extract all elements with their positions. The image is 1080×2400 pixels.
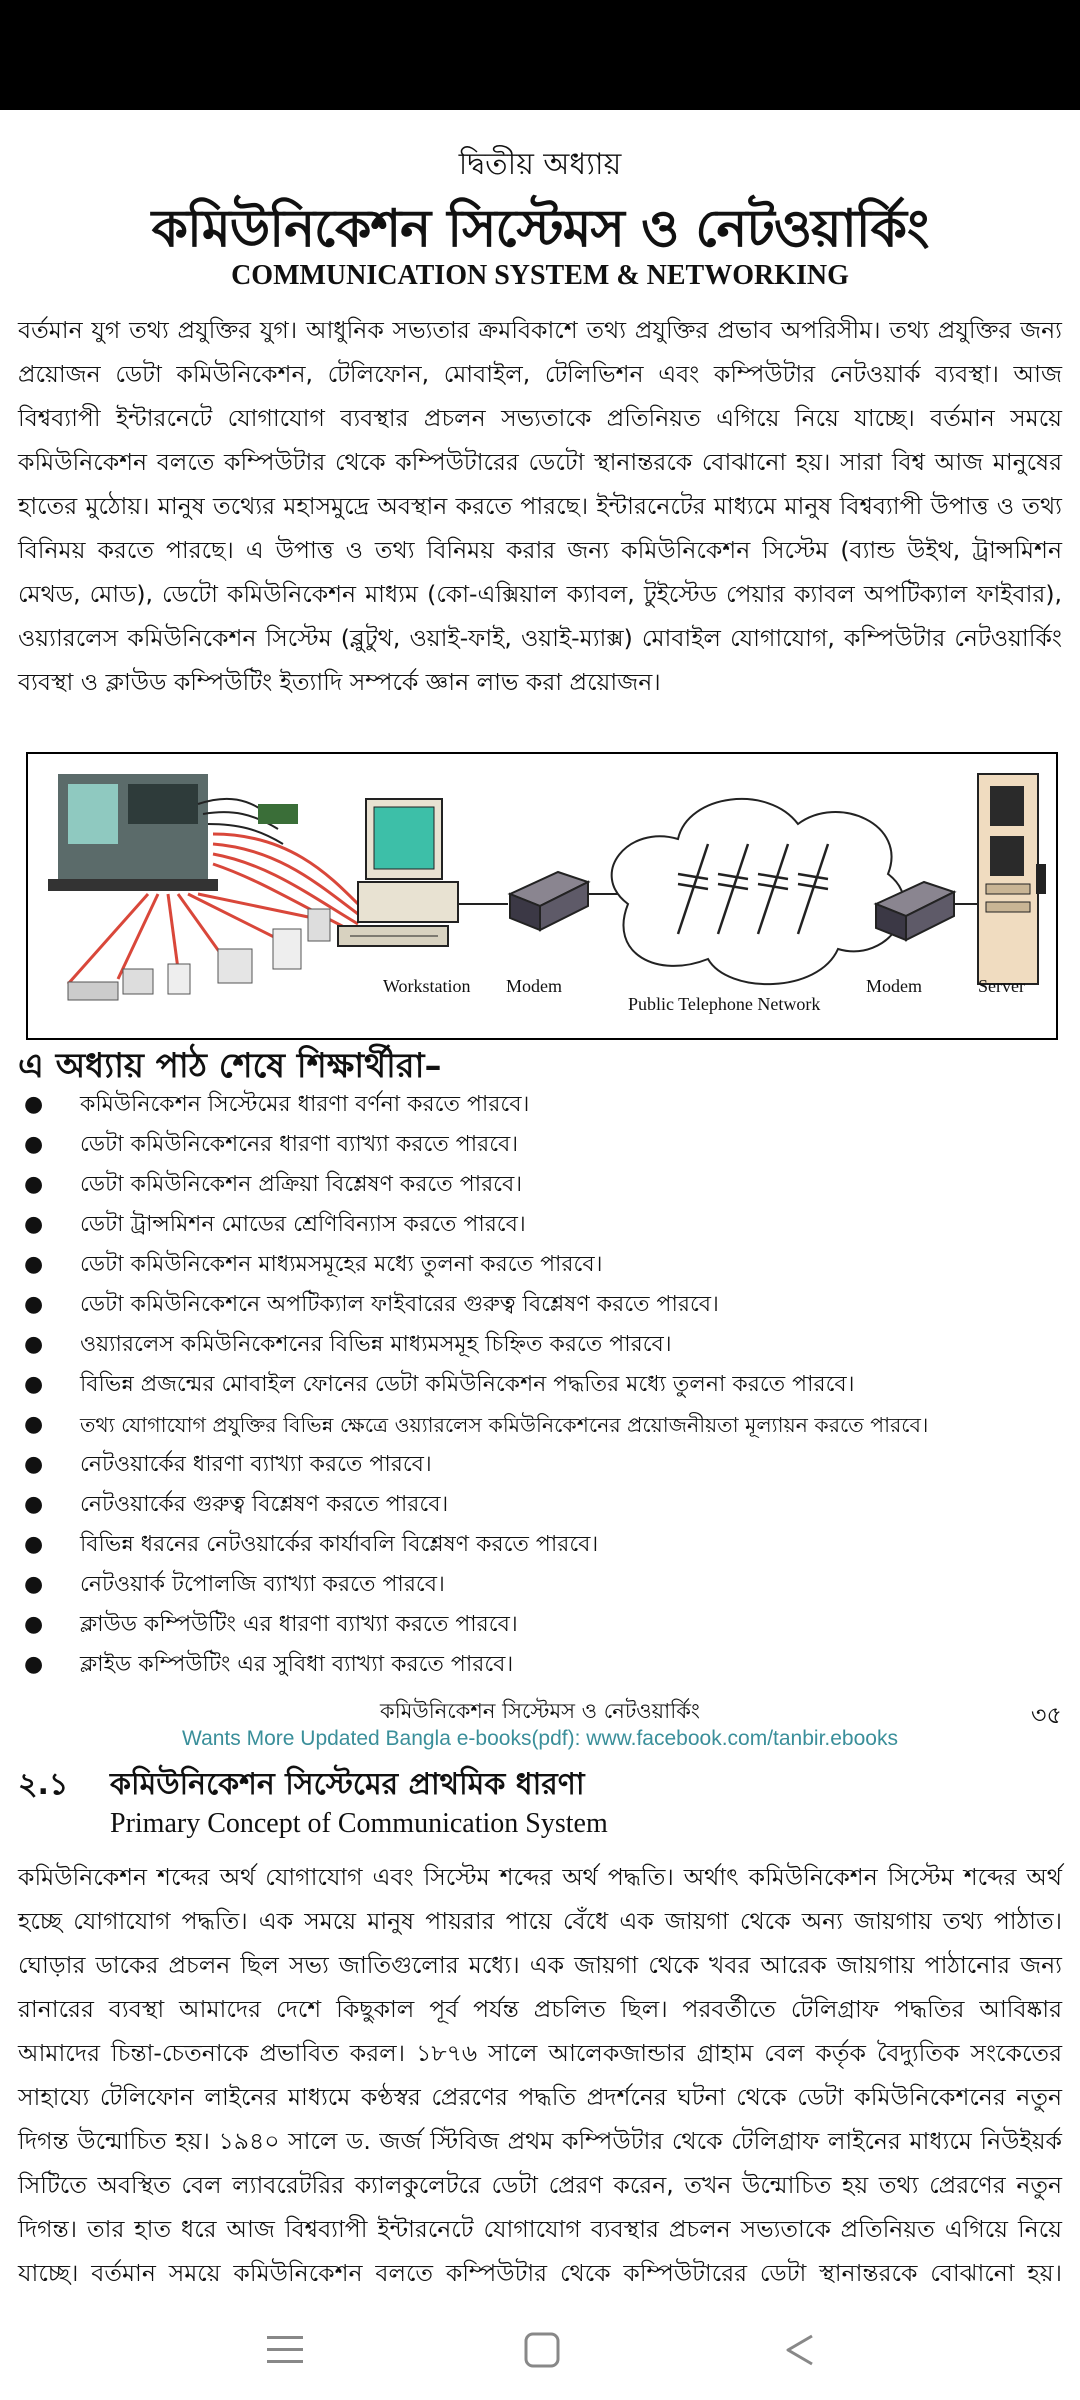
modem-left-label: Modem [506, 976, 562, 996]
list-item: ● নেটওয়ার্ক টপোলজি ব্যাখ্যা করতে পারবে। [18, 1565, 1078, 1605]
list-item: ● ডেটা কমিউনিকেশনে অপটিক্যাল ফাইবারের গুরুত্ব বিশ্লেষণ করতে পারবে। [18, 1285, 1078, 1325]
section-body-paragraph: কমিউনিকেশন শব্দের অর্থ যোগাযোগ এবং সিস্টেম শব্দের অর্থ পদ্ধতি। অর্থাৎ কমিউনিকেশন সিস্টেম শব্দের অর্থ হচ্ছে যোগাযোগ পদ্ধতি। এক সময়ে মানুষ পায়রার পায়ে বেঁধে এক জায়গা থেকে অন্য জায়গায় তথ্য পাঠাত। ঘোড়ার ডাকের প্রচলন ছিল সভ্য জাতিগুলোর মধ্যে। এক জায়গা থেকে খবর আরেক জায়গায় পাঠানোর জন্য রানারের ব্যবস্থা আমাদের দেশে কিছুকাল পূর্ব পর্যন্ত প্রচলিত ছিল। পরবর্তীতে টেলিগ্রাফ পদ্ধতির আবিষ্কার আমাদের চিন্তা-চেতনাকে প্রভাবিত করল। ১৮৭৬ সালে আলেকজান্ডার গ্রাহাম বেল কর্তৃক বৈদ্যুতিক সংকেতের সাহায্যে টেলিফোন লাইনের মাধ্যমে কণ্ঠস্বর প্রেরণের পদ্ধতি প্রদর্শনের ঘটনা থেকে ডেটা কমিউনিকেশনের নতুন দিগন্ত উন্মোচিত হয়। ১৯৪০ সালে ড. জর্জ স্টিবিজ প্রথম কম্পিউটার থেকে টেলিগ্রাফ লাইনের মাধ্যমে নিউইয়র্ক সিটিতে অবস্থিত বেল ল্যাবরেটরির ক্যালকুলেটরে ডেটা প্রেরণ করেন, তখন উন্মোচিত হয় তথ্য প্রেরণের নতুন দিগন্ত। তার হাত ধরে আজ বিশ্বব্যাপী ইন্টারনেটে যোগাযোগ ব্যবস্থার প্রচলন সভ্যতাকে প্রতিনিয়ত এগিয়ে নিয়ে যাচ্ছে। বর্তমান সময়ে কমিউনিকেশন বলতে কম্পিউটার থেকে কম্পিউটারের ডেটা স্থানান্তরকে বোঝানো হয়। [18, 1863, 1062, 2287]
section-title-bn: কমিউনিকেশন সিস্টেমের প্রাথমিক ধারণা [110, 1767, 585, 1802]
bullet-icon: ● [24, 1132, 44, 1157]
chapter-title-bn: কমিউনিকেশন সিস্টেমস ও নেটওয়ার্কিং [151, 199, 929, 259]
bullet-icon: ● [24, 1572, 44, 1597]
network-figure [26, 752, 1058, 1040]
menu-icon [265, 2333, 305, 2367]
server-illustration [978, 774, 1046, 984]
objectives-heading: এ অধ্যায় পাঠ শেষে শিক্ষার্থীরা– [18, 1046, 442, 1086]
list-item: ● বিভিন্ন ধরনের নেটওয়ার্কের কার্যাবলি বিশ্লেষণ করতে পারবে। [18, 1525, 1078, 1565]
telephone-network-cloud [612, 799, 905, 984]
home-button[interactable] [512, 2322, 572, 2378]
chapter-title-en: COMMUNICATION SYSTEM & NETWORKING [231, 260, 849, 291]
list-item: ● তথ্য যোগাযোগ প্রযুক্তির বিভিন্ন ক্ষেত্রে ওয়্যারলেস কমিউনিকেশনের প্রয়োজনীয়তা মূল্যায়ন করতে পারবে। [18, 1405, 1078, 1445]
bullet-icon: ● [24, 1332, 44, 1357]
list-item: ● ওয়্যারলেস কমিউনিকেশনের বিভিন্ন মাধ্যমসমূহ চিহ্নিত করতে পারবে। [18, 1325, 1078, 1365]
list-item: ● ডেটা কমিউনিকেশনের ধারণা ব্যাখ্যা করতে পারবে। [18, 1125, 1078, 1165]
bullet-icon: ● [24, 1452, 44, 1477]
bullet-icon: ● [24, 1372, 44, 1397]
section-number: ২.১ [18, 1767, 69, 1802]
bullet-icon: ● [24, 1412, 44, 1437]
list-item: ● নেটওয়ার্কের গুরুত্ব বিশ্লেষণ করতে পারবে। [18, 1485, 1078, 1525]
bullet-icon: ● [24, 1252, 44, 1277]
list-item: ● ডেটা কমিউনিকেশন প্রক্রিয়া বিশ্লেষণ করতে পারবে। [18, 1165, 1078, 1205]
bullet-icon: ● [24, 1612, 44, 1637]
bullet-icon: ● [24, 1492, 44, 1517]
menu-button[interactable] [255, 2322, 315, 2378]
chapter-label: দ্বিতীয় অধ্যায় [458, 147, 622, 182]
bullet-icon: ● [24, 1532, 44, 1557]
bullet-icon: ● [24, 1652, 44, 1677]
system-nav-bar [0, 2300, 1080, 2400]
list-item: ● ডেটা ট্রান্সমিশন মোডের শ্রেণিবিন্যাস করতে পারবে। [18, 1205, 1078, 1245]
list-item: ● কমিউনিকেশন সিস্টেমের ধারণা বর্ণনা করতে পারবে। [18, 1085, 1078, 1125]
section-title-en: Primary Concept of Communication System [110, 1808, 608, 1839]
back-button[interactable] [770, 2322, 830, 2378]
running-footer-title: কমিউনিকেশন সিস্টেমস ও নেটওয়ার্কিং [380, 1699, 700, 1723]
back-triangle-icon [780, 2330, 820, 2370]
bullet-icon: ● [24, 1292, 44, 1317]
list-item: ● ক্লাউড কম্পিউটিং এর ধারণা ব্যাখ্যা করতে পারবে। [18, 1605, 1078, 1645]
bullet-icon: ● [24, 1172, 44, 1197]
workstation-label: Workstation [383, 976, 471, 996]
list-item: ● ক্লাইড কম্পিউটিং এর সুবিধা ব্যাখ্যা করতে পারবে। [18, 1645, 1078, 1685]
intro-paragraph: বর্তমান যুগ তথ্য প্রযুক্তির যুগ। আধুনিক সভ্যতার ক্রমবিকাশে তথ্য প্রযুক্তির প্রভাব অপরিসীম। তথ্য প্রযুক্তির জন্য প্রয়োজন ডেটা কমিউনিকেশন, টেলিফোন, মোবাইল, টেলিভিশন এবং কম্পিউটার নেটওয়ার্ক ব্যবস্থা। আজ বিশ্বব্যাপী ইন্টারনেটে যোগাযোগ ব্যবস্থার প্রচলন সভ্যতাকে প্রতিনিয়ত এগিয়ে নিয়ে যাচ্ছে। বর্তমান সময়ে কমিউনিকেশন বলতে কম্পিউটার থেকে কম্পিউটারের ডেটো স্থানান্তরকে বোঝানো হয়। সারা বিশ্ব আজ মানুষের হাতের মুঠোয়। মানুষ তথ্যের মহাসমুদ্রে অবস্থান করতে পারছে। ইন্টারনেটের মাধ্যমে মানুষ বিশ্বব্যাপী উপাত্ত ও তথ্য বিনিময় করতে পারছে। এ উপাত্ত ও তথ্য বিনিময় করার জন্য কমিউনিকেশন সিস্টেম (ব্যান্ড উইথ, ট্রান্সমিশন মেথড, মোড), ডেটো কমিউনিকেশন মাধ্যম (কো-এক্সিয়াল ক্যাবল, টুইস্টেড পেয়ার ক্যাবল অপটিক্যাল ফাইবার), ওয়্যারলেস কমিউনিকেশন সিস্টেম (ব্লুটুথ, ওয়াই-ফাই, ওয়াই-ম্যাক্স) মোবাইল যোগাযোগ, কম্পিউটার নেটওয়ার্কিং ব্যবস্থা ও ক্লাউড কম্পিউটিং ইত্যাদি সম্পর্কে জ্ঞান লাভ করা প্রয়োজন। [18, 316, 1062, 696]
network-label: Public Telephone Network [628, 994, 821, 1014]
modem-left-illustration [510, 872, 588, 930]
status-bar [0, 0, 1080, 110]
page-number: ৩৫ [1030, 1701, 1062, 1729]
bullet-icon: ● [24, 1212, 44, 1237]
objectives-list [18, 1085, 1078, 1685]
watermark-link[interactable]: Wants More Updated Bangla e-books(pdf): www.facebook.com/tanbir.ebooks [182, 1727, 898, 1750]
server-label: Server [978, 976, 1025, 996]
home-square-icon [522, 2330, 562, 2370]
modem-right-label: Modem [866, 976, 922, 996]
list-item: ● ডেটা কমিউনিকেশন মাধ্যমসমূহের মধ্যে তুলনা করতে পারবে। [18, 1245, 1078, 1285]
bullet-icon: ● [24, 1092, 44, 1117]
list-item: ● বিভিন্ন প্রজন্মের মোবাইল ফোনের ডেটা কমিউনিকেশন পদ্ধতির মধ্যে তুলনা করতে পারবে। [18, 1365, 1078, 1405]
list-item: ● নেটওয়ার্কের ধারণা ব্যাখ্যা করতে পারবে। [18, 1445, 1078, 1485]
peripheral-cluster-illustration [48, 774, 358, 1000]
